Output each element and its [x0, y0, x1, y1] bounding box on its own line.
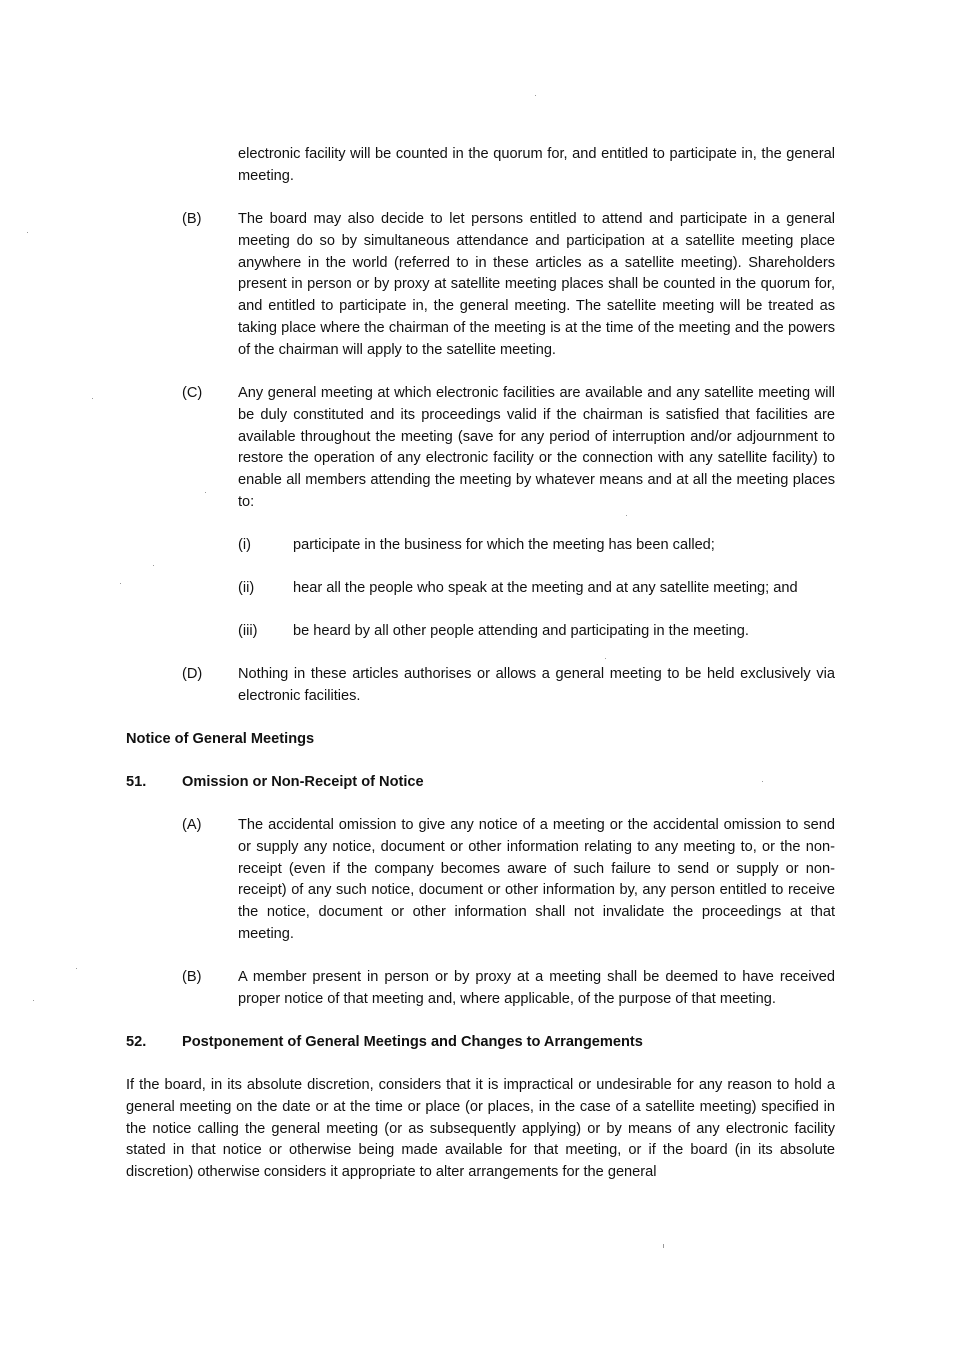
scan-speck: [205, 492, 206, 493]
scan-speck: [27, 232, 28, 233]
para-d-text: Nothing in these articles authorises or allows a general meeting to be held exclusively via electronic facilities.: [238, 666, 835, 704]
sub-item-ii-text: hear all the people who speak at the meeting and at any satellite meeting; and: [293, 580, 798, 596]
article-51-b-label: (B): [182, 969, 202, 985]
para-b-text: The board may also decide to let persons entitled to attend and participate in a general meeting do so by simultaneous attendance and participation at a satellite meeting place anywhere in the world (referred to in these articles as a satellite meeting). Shareholders present in person or by proxy at satellite meeting places shall be counted in the quorum for, and entitled to participate in, the general meeting. The satellite meeting will be treated as taking place where the chairman of the meeting is at the time of the meeting and the powers of the chairman will apply to the satellite meeting.: [238, 211, 835, 358]
article-52-number: 52.: [126, 1034, 147, 1050]
scan-speck: [92, 398, 93, 399]
para-c-text: Any general meeting at which electronic facilities are available and any satellite meeting will be duly constituted and its proceedings valid if the chairman is satisfied that facilities are available throughout the meeting (save for any period of interruption and/or adjournment to restore the operation of any electronic facility or the connection with any satellite facility) to enable all members attending the meeting by whatever means and at all the meeting places to:: [238, 385, 835, 510]
scan-speck: [76, 968, 77, 969]
para-d-label: (D): [182, 666, 203, 682]
article-51-title: Omission or Non-Receipt of Notice: [182, 774, 424, 790]
article-51-a-text: The accidental omission to give any notice of a meeting or the accidental omission to send or supply any notice, document or other information relating to any meeting to, or the non-receipt (even if the company becomes aware of such failure to send or supply or non-receipt) of any such notice, document or other information by, any person entitled to receive the notice, document or other information shall not invalidate the proceedings at that meeting.: [238, 817, 835, 942]
sub-item-i-text: participate in the business for which the meeting has been called;: [293, 537, 715, 553]
article-51-a-label: (A): [182, 817, 202, 833]
scan-speck: [535, 95, 536, 96]
scan-speck: [605, 658, 606, 659]
scan-speck: [153, 565, 154, 566]
sub-item-i-label: (i): [238, 537, 251, 553]
scan-speck: [120, 583, 121, 584]
scan-speck: [663, 1244, 664, 1248]
article-52-title: Postponement of General Meetings and Changes to Arrangements: [182, 1034, 643, 1050]
sub-item-iii-label: (iii): [238, 623, 258, 639]
article-52-text: If the board, in its absolute discretion, considers that it is impractical or undesirable for any reason to hold a general meeting on the date or at the time or place (or places, in the case of a satellite meeting) specified in the notice calling the general meeting (or as subsequently applying) or by means of any electronic facility stated in that notice or otherwise being made available for that meeting, or if the board (in its absolute discretion) otherwise considers it appropriate to alter arrangements for the general: [126, 1077, 835, 1181]
sub-item-ii-label: (ii): [238, 580, 255, 596]
scan-speck: [626, 515, 627, 516]
section-heading: Notice of General Meetings: [126, 731, 315, 747]
scan-speck: [33, 1000, 34, 1001]
sub-item-iii-text: be heard by all other people attending and participating in the meeting.: [293, 623, 749, 639]
scan-speck: [762, 781, 763, 782]
article-51-number: 51.: [126, 774, 147, 790]
article-51-b-text: A member present in person or by proxy at a meeting shall be deemed to have received proper notice of that meeting and, where applicable, of the purpose of that meeting.: [238, 969, 835, 1007]
continued-paragraph: electronic facility will be counted in the quorum for, and entitled to participate in, the general meeting.: [238, 146, 835, 184]
para-c-label: (C): [182, 385, 203, 401]
para-b-label: (B): [182, 211, 202, 227]
